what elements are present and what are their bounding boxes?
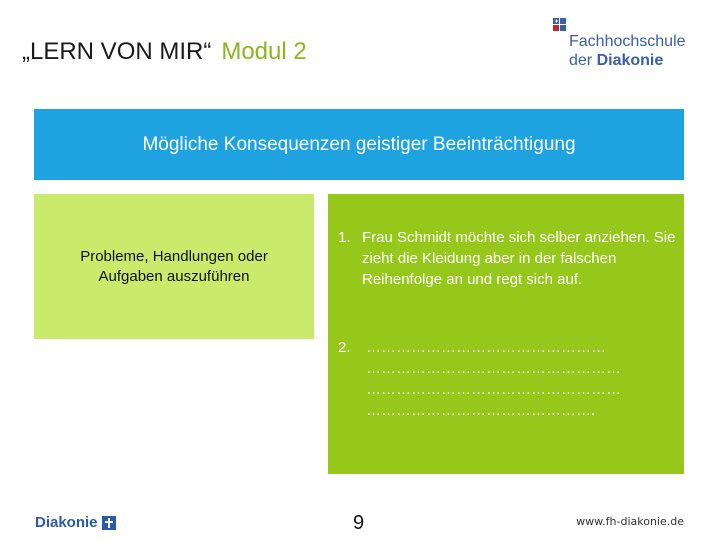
example-number-1: 1. (338, 229, 351, 246)
slide-title-module: Modul 2 (221, 38, 307, 65)
examples-box (328, 194, 684, 474)
fh-logo-line1: Fachhochschule (569, 33, 686, 50)
fh-diakonie-mark-icon (553, 18, 567, 36)
category-text: Probleme, Handlungen oder Aufgaben auszuführen (80, 247, 268, 285)
fh-logo-line2 (569, 52, 663, 70)
example-text-2: ………………………………………… …………………………………………… …………………………………………… ………………………………………. (366, 339, 621, 419)
topic-banner-text: Mögliche Konsequenzen geistiger Beeinträchtigung (142, 133, 576, 155)
slide-title (22, 38, 307, 66)
fh-logo-line2-prefix: der (569, 52, 597, 69)
fh-logo-line2-bold: Diakonie (596, 52, 664, 69)
example-text-1: Frau Schmidt möchte sich selber anziehen. Sie zieht die Kleidung aber in der falschen Reihenfolge an und regt sich auf. (362, 229, 676, 288)
fh-diakonie-logo (553, 18, 703, 70)
topic-banner (34, 109, 684, 180)
category-box (34, 194, 314, 339)
example-number-2: 2. (338, 339, 351, 356)
diakonie-logo (35, 514, 116, 531)
page-number: 9 (353, 512, 365, 534)
diakonie-logo-text: Diakonie (35, 514, 98, 531)
website-url: www.fh-diakonie.de (576, 515, 684, 528)
diakonie-cross-icon (102, 516, 116, 530)
slide-title-main: „LERN VON MIR“ (22, 38, 212, 65)
